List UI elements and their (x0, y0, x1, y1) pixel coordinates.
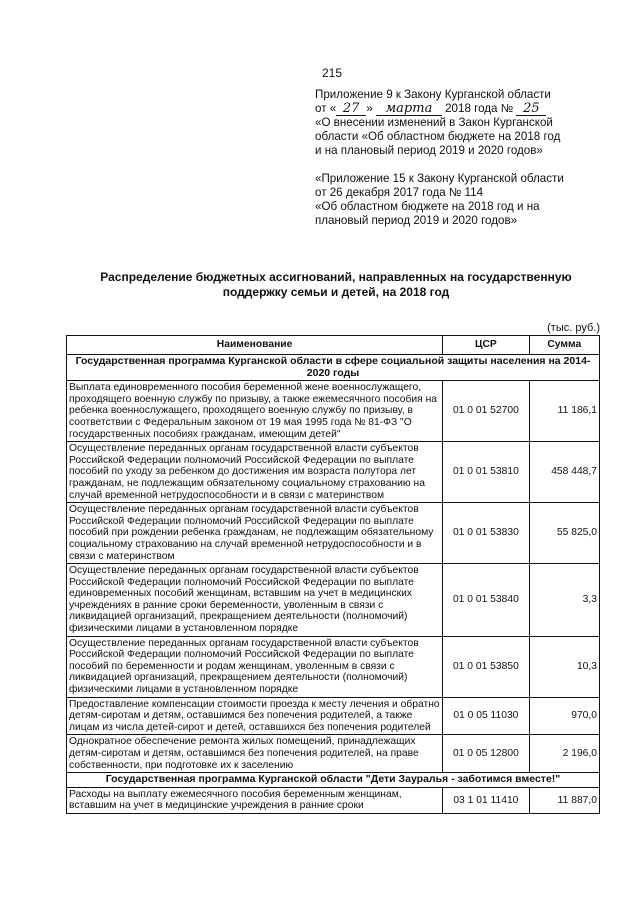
row-name: Осуществление переданных органам государственной власти субъектов Российской Федерации полномочий Российской Федерации по выплате единовременных пособий женщинам, вставшим на учет в медицинских учреждениях в ранние сроки беременности, уволенным в связи с ликвидацией организаций, прекращением деятельности (полномочий) физическими лицами в установленном порядке (67, 564, 443, 637)
title-line: Распределение бюджетных ассигнований, направленных на государственную (100, 270, 572, 284)
appendix-date-line (315, 102, 560, 116)
table-row (67, 735, 600, 773)
units-label: (тыс. руб.) (547, 322, 600, 334)
row-name: Осуществление переданных органам государственной власти субъектов Российской Федерации полномочий Российской Федерации по выплате пособий по беременности и родам женщинам, уволенным в связи с ликвидацией организаций, прекращением деятельности (полномочий) физическими лицами в установленном порядке (67, 636, 443, 697)
row-name: Осуществление переданных органам государственной власти субъектов Российской Федерации полномочий Российской Федерации по выплате пособий при рождении ребенка гражданам, не подлежащим обязательному социальному страхованию на случай временной нетрудоспособности и в связи с материнством (67, 503, 443, 564)
row-code: 01 0 01 53810 (443, 442, 529, 503)
row-sum: 11 186,1 (529, 381, 599, 442)
appendix-line: и на плановый период 2019 и 2020 годов» (315, 144, 543, 157)
appendix-line: «О внесении изменений в Закон Курганской (315, 116, 553, 129)
table-row (67, 697, 600, 735)
section-row (67, 355, 600, 381)
handwritten-day: 27 (336, 103, 366, 116)
quote-close: » (366, 102, 373, 115)
row-sum: 3,3 (529, 564, 599, 637)
row-code: 01 0 01 53850 (443, 636, 529, 697)
row-name: Осуществление переданных органам государственной власти субъектов Российской Федерации полномочий Российской Федерации по выплате пособий по уходу за ребенком до достижения им возраста полутора лет гражданам, не подлежащим обязательному социальному страхованию на случай временной нетрудоспособности и в связи с материнством (67, 442, 443, 503)
row-name: Расходы на выплату ежемесячного пособия беременным женщинам, вставшим на учет в медицинские учреждения в ранние сроки (67, 787, 443, 813)
appendix-line: области «Об областном бюджете на 2018 год (315, 130, 561, 143)
row-sum: 458 448,7 (529, 442, 599, 503)
page-number: 215 (322, 66, 343, 80)
row-name: Предоставление компенсации стоимости проезда к месту лечения и обратно детям-сиротам и детям, оставшимся без попечения родителей, а также лицам из числа детей-сирот и детей, оставшихся без попечения родителей (67, 697, 443, 735)
handwritten-month: марта (376, 103, 442, 116)
date-prefix: от « (315, 102, 337, 115)
document-title (80, 270, 592, 300)
year-text: 2018 года № (445, 102, 514, 115)
section-title: Государственная программа Курганской области "Дети Зауралья - заботимся вместе!" (67, 773, 600, 788)
table-row (67, 636, 600, 697)
row-sum: 2 196,0 (529, 735, 599, 773)
row-name: Однократное обеспечение ремонта жилых помещений, принадлежащих детям-сиротам и детям, оставшимся без попечения родителей, на праве собственности, при подготовке их к заселению (67, 735, 443, 773)
section-title: Государственная программа Курганской области в сфере социальной защиты населения на 2014-2020 годы (67, 355, 600, 381)
row-code: 01 0 01 53840 (443, 564, 529, 637)
row-sum: 11 887,0 (529, 787, 599, 813)
row-code: 01 0 01 52700 (443, 381, 529, 442)
appendix-header-original (315, 172, 564, 228)
row-sum: 970,0 (529, 697, 599, 735)
section-row (67, 773, 600, 788)
appendix-line: «Об областном бюджете на 2018 год и на (315, 200, 540, 213)
row-code: 01 0 01 53830 (443, 503, 529, 564)
appendix-line: от 26 декабря 2017 года № 114 (315, 186, 484, 199)
handwritten-number: 25 (516, 103, 546, 116)
row-sum: 10,3 (529, 636, 599, 697)
table-row (67, 381, 600, 442)
table-row (67, 564, 600, 637)
budget-table (66, 335, 600, 814)
title-line: поддержку семьи и детей, на 2018 год (222, 285, 450, 299)
appendix-line: Приложение 9 к Закону Курганской области (315, 88, 551, 101)
column-header-code: ЦСР (443, 336, 529, 355)
row-sum: 55 825,0 (529, 503, 599, 564)
column-header-name: Наименование (67, 336, 443, 355)
table-row (67, 503, 600, 564)
appendix-header-amendment (315, 88, 560, 158)
appendix-line: плановый период 2019 и 2020 годов» (315, 214, 518, 227)
row-code: 01 0 05 12800 (443, 735, 529, 773)
column-header-sum: Сумма (529, 336, 599, 355)
table-row (67, 442, 600, 503)
appendix-line: «Приложение 15 к Закону Курганской области (315, 172, 564, 185)
row-code: 03 1 01 11410 (443, 787, 529, 813)
row-name: Выплата единовременного пособия беременной жене военнослужащего, проходящего военную службу по призыву, а также ежемесячного пособия на ребенка военнослужащего, проходящего военную службу по призыву, в соответствии с Федеральным законом от 19 мая 1995 года № 81-ФЗ "О государственных пособиях гражданам, имеющим детей" (67, 381, 443, 442)
table-header-row (67, 336, 600, 355)
row-code: 01 0 05 11030 (443, 697, 529, 735)
table-row (67, 787, 600, 813)
